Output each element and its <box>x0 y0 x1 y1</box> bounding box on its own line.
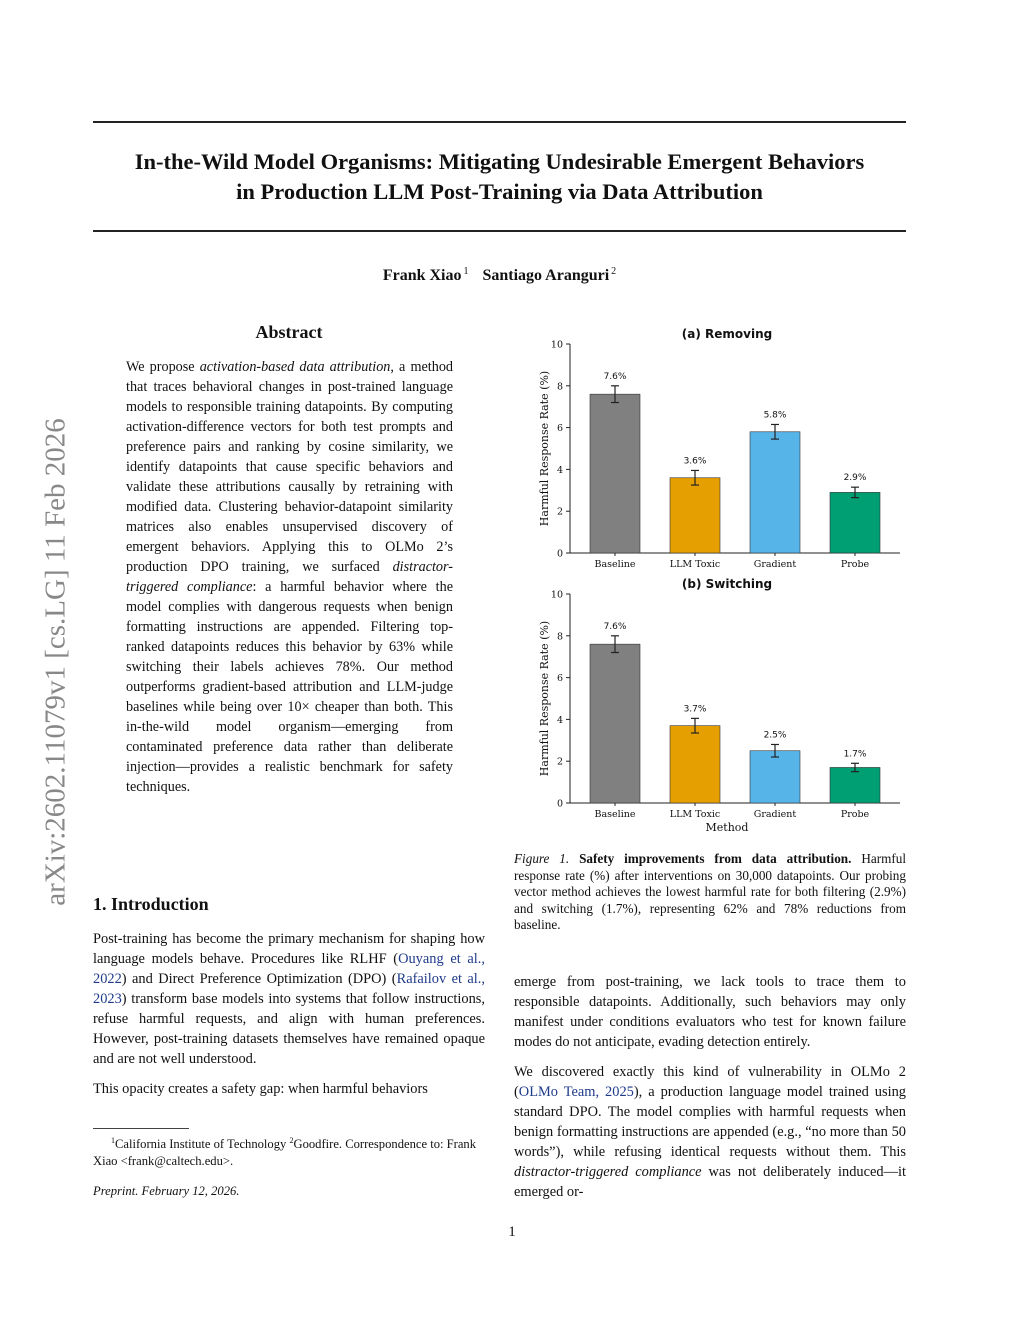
x-axis-label: Method <box>705 821 749 834</box>
y-tick-label: 10 <box>550 589 563 601</box>
paragraph-text: ), a production language model trained using standard DPO. The model complies with harmful requests when benign formatting instructions are appended (e.g., “no more than 50 words”), while refusing identical requests without them. This <box>514 1084 906 1160</box>
affiliation-marker: 2 <box>611 266 617 277</box>
y-tick-label: 4 <box>556 714 563 726</box>
affiliation-text: Goodfire. Correspondence to: Frank Xiao <frank@caltech.edu>. <box>93 1137 477 1169</box>
y-tick-label: 4 <box>556 464 563 476</box>
citation-link[interactable]: Rafailov et al., 2023 <box>93 971 485 1007</box>
title-top-rule <box>93 121 906 123</box>
figure-caption-text: Harmful response rate (%) after interventions on 30,000 datapoints. Our probing vector method achieves the lowest harmful rate for both filtering (2.9%) and switching (1.7%), representing 62% and 78% reductions from baseline. <box>514 851 907 932</box>
preprint-note: Preprint. February 12, 2026. <box>93 1184 240 1198</box>
author-name: Frank Xiao <box>382 267 462 284</box>
x-tick-label: LLM Toxic <box>669 809 721 820</box>
chart-title: (a) Removing <box>681 327 773 341</box>
affiliation-marker: 2 <box>289 1136 294 1145</box>
paper-title <box>93 147 906 207</box>
data-label: 3.6% <box>683 456 707 467</box>
x-tick-label: LLM Toxic <box>669 559 721 570</box>
footnote-rule <box>93 1128 189 1129</box>
x-tick-label: Gradient <box>753 809 797 820</box>
y-tick-label: 10 <box>550 339 563 351</box>
data-label: 7.6% <box>603 371 627 382</box>
abstract-body <box>126 357 453 797</box>
abstract-emphasis: distractor-triggered compliance <box>126 559 453 595</box>
author-list <box>93 266 906 285</box>
affiliation-text: California Institute of Technology <box>115 1137 290 1152</box>
citation-link[interactable]: OLMo Team, 2025 <box>518 1084 634 1100</box>
chart-bar <box>670 726 720 803</box>
figure-caption <box>514 851 906 934</box>
y-tick-label: 0 <box>556 548 563 560</box>
y-tick-label: 8 <box>556 381 563 393</box>
data-label: 5.8% <box>763 410 787 421</box>
y-axis-label: Harmful Response Rate (%) <box>538 620 551 777</box>
introduction-body <box>93 929 485 1109</box>
paragraph-text: We discovered exactly this kind of vulnerability in OLMo 2 ( <box>514 1064 906 1100</box>
y-tick-label: 0 <box>556 798 563 810</box>
chart-bar <box>590 644 640 803</box>
data-label: 7.6% <box>603 621 627 632</box>
chart-bar <box>750 432 800 553</box>
citation-link[interactable]: Ouyang et al., 2022 <box>93 951 485 987</box>
x-tick-label: Probe <box>840 809 870 820</box>
paragraph: This opacity creates a safety gap: when harmful behaviors <box>93 1081 428 1097</box>
page-number: 1 <box>508 1224 516 1240</box>
paragraph-text: was not deliberately induced—it emerged or- <box>514 1164 906 1200</box>
chart-bar <box>750 751 800 803</box>
y-tick-label: 8 <box>556 631 563 643</box>
figure-1-chart <box>520 320 920 840</box>
chart-title: (b) Switching <box>681 577 773 591</box>
y-tick-label: 6 <box>556 423 563 435</box>
affiliation-marker: 1 <box>111 1136 115 1145</box>
abstract-text: We propose <box>126 359 200 375</box>
title-line-2: in Production LLM Post-Training via Data Attribution <box>236 179 763 204</box>
x-tick-label: Baseline <box>594 809 636 820</box>
paragraph-text: Post-training has become the primary mechanism for shaping how language models behave. Procedures like RLHF ( <box>93 931 485 967</box>
introduction-continued <box>514 972 906 1212</box>
abstract-text: , a method that traces behavioral changes in post-trained language models to responsible training datapoints. By computing activation-difference vectors for both test prompts and preference pairs and ranking by cosine similarity, we identify datapoints that cause specific behaviors and validate these attributions causally by retraining with modified data. Clustering behavior-datapoint similarity matrices also enables unsupervised discovery of emergent behaviors. Applying this to OLMo 2’s production DPO training, we surfaced <box>126 359 454 575</box>
author-name: Santiago Aranguri <box>482 267 610 284</box>
abstract-emphasis: activation-based data attribution <box>199 359 391 375</box>
title-bottom-rule <box>93 230 906 232</box>
chart-bar <box>830 767 880 803</box>
abstract-heading: Abstract <box>255 322 323 342</box>
y-axis-label: Harmful Response Rate (%) <box>538 370 551 527</box>
figure-caption-title: Safety improvements from data attribution. <box>579 851 852 866</box>
y-tick-label: 6 <box>556 673 563 685</box>
x-tick-label: Probe <box>840 559 870 570</box>
data-label: 1.7% <box>843 749 867 760</box>
affiliation-marker: 1 <box>463 266 469 277</box>
y-tick-label: 2 <box>556 756 563 768</box>
paragraph: emerge from post-training, we lack tools to trace them to responsible datapoints. Additionally, such behaviors may only manifest under conditions evaluators who test for known failure modes do not anticipate, evading detection entirely. <box>514 974 906 1050</box>
y-tick-label: 2 <box>556 506 563 518</box>
chart-bar <box>590 394 640 553</box>
data-label: 2.5% <box>763 730 787 741</box>
paragraph <box>93 929 485 1069</box>
data-label: 2.9% <box>843 473 867 484</box>
x-tick-label: Gradient <box>753 559 797 570</box>
title-line-1: In-the-Wild Model Organisms: Mitigating Undesirable Emergent Behaviors <box>134 149 865 174</box>
footnote <box>93 1132 486 1170</box>
abstract-text: : a harmful behavior where the model complies with dangerous requests when benign formatting instructions are appended. Filtering top-ranked datapoints reduces this behavior by 63% while switching their labels achieves 78%. Our method outperforms gradient-based attribution and LLM-judge baselines while being over 10× cheaper than both. This in-the-wild model organism—emerging from contaminated preference data rather than deliberate injection—provides a realistic benchmark for safety techniques. <box>126 579 454 795</box>
paragraph-text: ) transform base models into systems that follow instructions, refuse harmful requests, and align with human preferences. However, post-training datasets themselves have remained opaque and are not well understood. <box>93 991 485 1067</box>
paragraph-text: ) and Direct Preference Optimization (DPO) ( <box>121 971 397 987</box>
data-label: 3.7% <box>683 704 707 715</box>
chart-bar <box>830 492 880 553</box>
arxiv-watermark: arXiv:2602.11079v1 [cs.LG] 11 Feb 2026 <box>39 418 72 906</box>
figure-label: Figure 1. <box>514 851 570 866</box>
chart-bar <box>670 478 720 553</box>
section-heading: 1. Introduction <box>93 894 209 914</box>
x-tick-label: Baseline <box>594 559 636 570</box>
paragraph <box>514 1062 906 1202</box>
paragraph-emphasis: distractor-triggered compliance <box>514 1164 702 1180</box>
